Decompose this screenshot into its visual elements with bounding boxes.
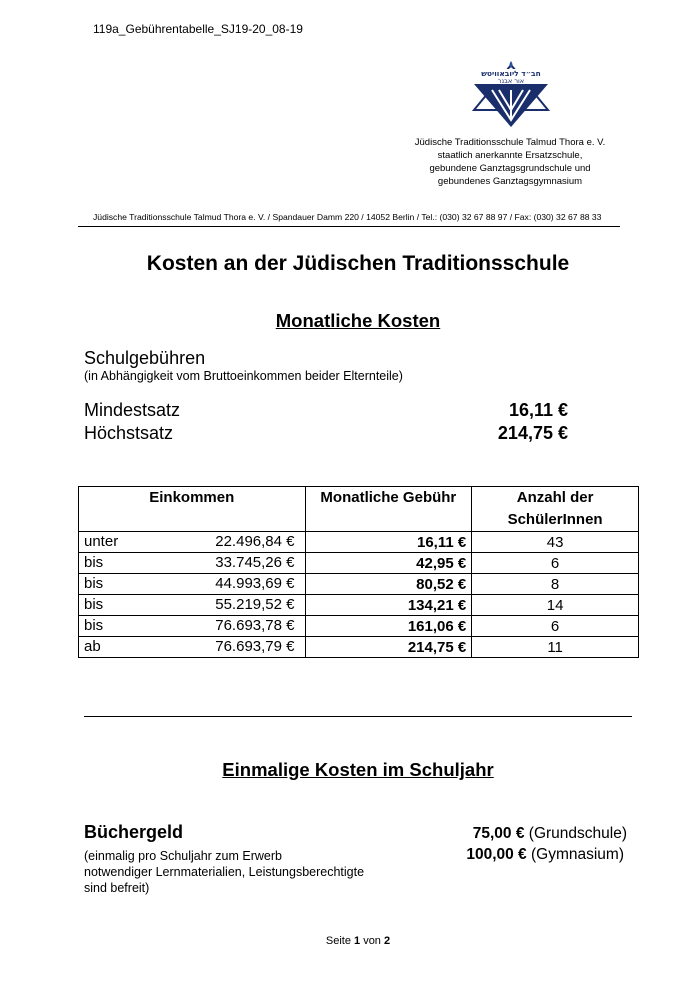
school-name-line-4: gebundenes Ganztagsgymnasium [437, 176, 583, 187]
table-row [79, 532, 639, 553]
address-line: Jüdische Traditionsschule Talmud Thora e. V. / Spandauer Damm 220 / 14052 Berlin / Tel.: (030) 32 67 88 97 / Fax: (030) 32 67 88 33 [93, 212, 602, 222]
one-time-costs-heading: Einmalige Kosten im Schuljahr [222, 759, 494, 780]
count-cell: 43 [472, 532, 639, 553]
footer-prefix: Seite [325, 935, 351, 947]
secondary-price-value: 100,00 € [466, 846, 527, 863]
minimum-rate-value: 16,11 € [508, 400, 568, 420]
book-money-note-line-2: notwendiger Lernmaterialien, Leistungsberechtigte [84, 865, 365, 879]
income-header-text: Einkommen [149, 489, 235, 506]
income-cell [79, 532, 306, 553]
page-footer [0, 935, 700, 947]
school-fees-note: (in Abhängigkeit vom Bruttoeinkommen beider Elternteile) [84, 369, 403, 383]
count-cell: 8 [472, 574, 639, 595]
count-cell: 6 [472, 553, 639, 574]
income-prefix: bis [84, 617, 104, 634]
count-cell: 14 [472, 595, 639, 616]
income-prefix: bis [84, 575, 104, 592]
secondary-price-label: (Gymnasium) [530, 846, 624, 863]
count-header-line2: SchülerInnen [507, 511, 603, 528]
minimum-rate-label: Mindestsatz [84, 400, 181, 420]
primary-price-label: (Grundschule) [528, 825, 627, 842]
count-cell: 11 [472, 637, 639, 658]
income-cell [79, 595, 306, 616]
income-cell [79, 616, 306, 637]
fee-cell: 134,21 € [305, 595, 472, 616]
fee-table [78, 486, 639, 658]
income-amount: 22.496,84 € [215, 533, 295, 550]
logo-hebrew-line1: חב״ד ליובאוויטש [481, 69, 541, 78]
income-amount: 76.693,78 € [215, 617, 295, 634]
column-header-fee [305, 487, 472, 532]
footer-page-total: 2 [384, 935, 391, 947]
school-name-line-3: gebundene Ganztagsgrundschule und [429, 163, 591, 174]
income-cell [79, 574, 306, 595]
income-amount: 33.745,26 € [215, 554, 295, 571]
fee-cell: 42,95 € [305, 553, 472, 574]
table-row [79, 637, 639, 658]
document-id: 119a_Gebührentabelle_SJ19-20_08-19 [93, 22, 303, 36]
school-fees-label: Schulgebühren [84, 348, 206, 368]
book-money-secondary-price [384, 846, 624, 864]
fee-cell: 214,75 € [305, 637, 472, 658]
income-amount: 76.693,79 € [215, 638, 295, 655]
fee-cell: 161,06 € [305, 616, 472, 637]
book-money-label: Büchergeld [84, 822, 184, 842]
table-row [79, 595, 639, 616]
header-divider [78, 226, 620, 227]
page-title: Kosten an der Jüdischen Traditionsschule [146, 252, 570, 275]
table-row [79, 616, 639, 637]
income-prefix: unter [84, 533, 119, 550]
income-prefix: ab [84, 638, 101, 655]
fee-header-text: Monatliche Gebühr [320, 489, 457, 506]
maximum-rate-label: Höchstsatz [84, 423, 174, 443]
logo-hebrew-line2: אור אבנר [497, 77, 525, 85]
count-cell: 6 [472, 616, 639, 637]
book-money-note-line-1: (einmalig pro Schuljahr zum Erwerb [84, 849, 282, 863]
income-amount: 55.219,52 € [215, 596, 295, 613]
column-header-count [472, 487, 639, 532]
fee-cell: 80,52 € [305, 574, 472, 595]
book-money-note-line-3: sind befreit) [84, 881, 150, 895]
school-name-line-2: staatlich anerkannte Ersatzschule, [437, 150, 583, 161]
table-row [79, 574, 639, 595]
footer-sep: von [363, 935, 381, 947]
count-header-line1: Anzahl der [516, 489, 594, 506]
school-name-line-1: Jüdische Traditionsschule Talmud Thora e. V. [414, 137, 606, 148]
table-row [79, 553, 639, 574]
book-money-primary-price [387, 825, 627, 843]
maximum-rate-value: 214,75 € [497, 423, 568, 443]
school-logo [466, 60, 556, 128]
income-prefix: bis [84, 554, 104, 571]
section-divider [84, 716, 632, 717]
income-cell [79, 637, 306, 658]
table-header-row [79, 487, 639, 532]
income-prefix: bis [84, 596, 104, 613]
income-amount: 44.993,69 € [215, 575, 295, 592]
primary-price-value: 75,00 € [472, 825, 525, 842]
fee-cell: 16,11 € [305, 532, 472, 553]
footer-page-number: 1 [354, 935, 361, 947]
column-header-income [79, 487, 306, 532]
income-cell [79, 553, 306, 574]
monthly-costs-heading: Monatliche Kosten [275, 310, 441, 331]
